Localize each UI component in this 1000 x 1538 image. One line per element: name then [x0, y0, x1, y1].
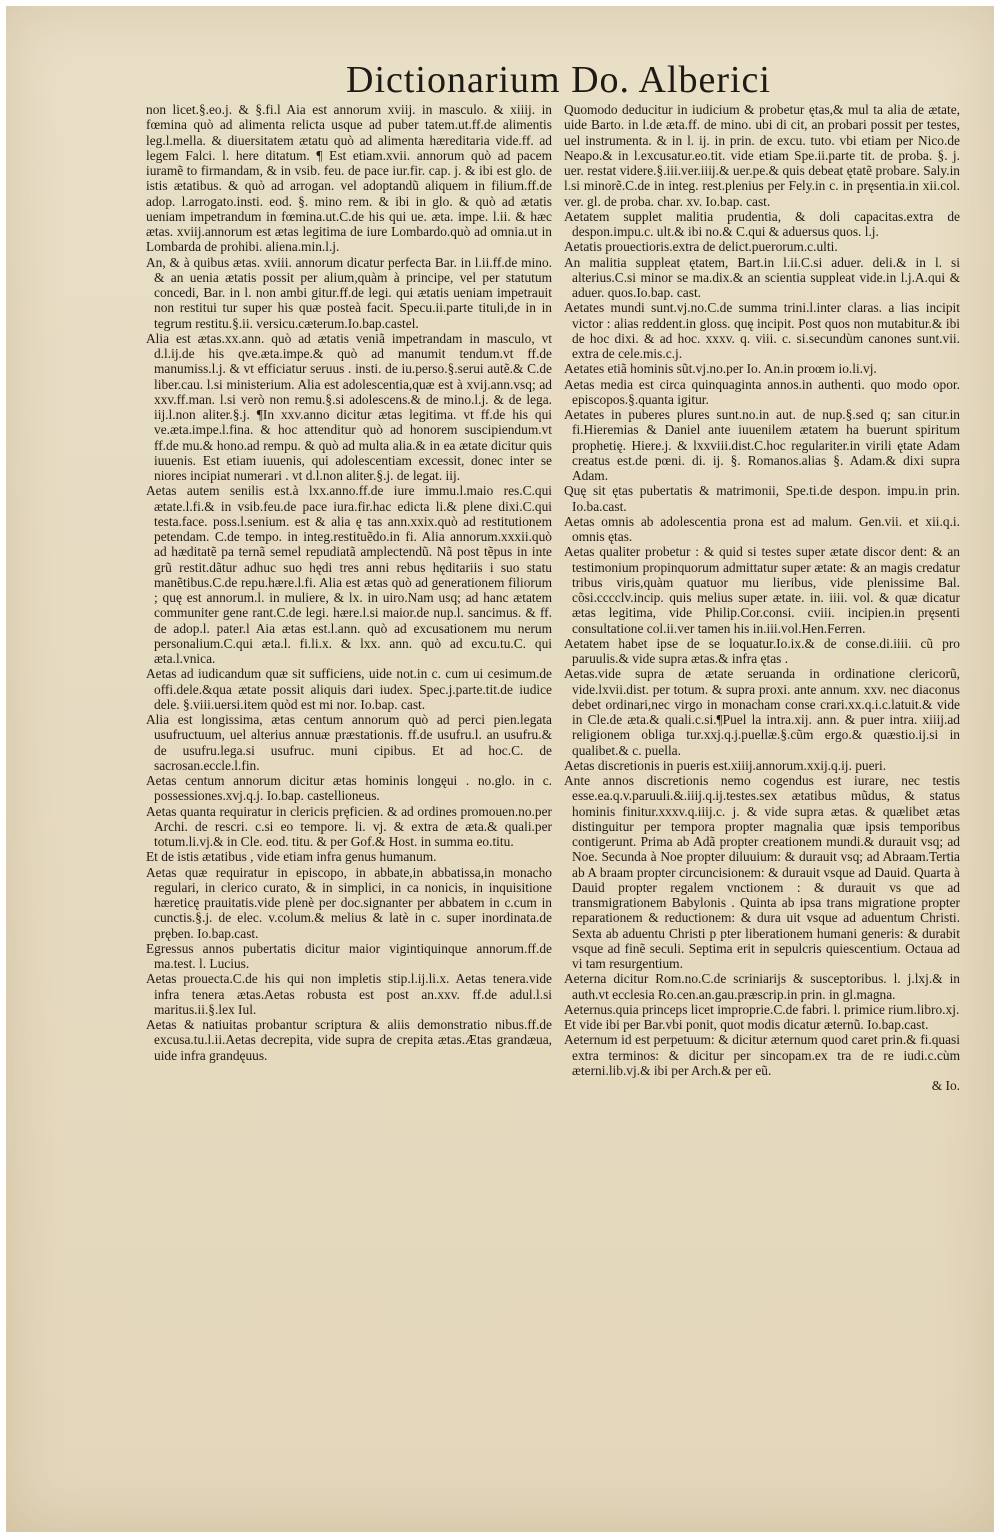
right-column	[564, 102, 960, 1093]
paragraph: Alia est ætas.xx.ann. quò ad ætatis veniã impetrandam in masculo, vt d.l.ij.de his qve.æta.impe.& quò ad manumit tendum.vt ff.de manumiss.l.j. & vt efficiatur seruus . insti. de iu.perso.§.serui autẽ.& C.de liber.cau. l.si ministerium. Alia est adolescentia,quæ est à xvij.ann.vsq; ad xxv.ff.man. l.si verò non remu.§.si adolescens.& de mino.l.j. & de lega. iij.l.non aliter.§.j. ¶In xxv.anno dicitur ætas legitima. vt ff.de his qui ve.æta.impe.l.fina. & hoc attenditur quò ad honorem suscipiendum.vt ff.de mu.& hono.ad rempu. & quò ad multa alia.& in ea ætate dicitur quis iuuenis. Est etiam iuuenis, qui adolescentiam excessit, donec inter se niores incipiat numerari . vt d.l.non aliter.§.j. de legat. iij.	[146, 330, 552, 483]
paragraph: An, & à quibus ætas. xviii. annorum dicatur perfecta Bar. in l.ii.ff.de mino. & an uenia ætatis possit per alium,quàm à principe, vel per statutum concedi, Bar. in l. non ambi gitur.ff.de legi. qui ætatis ueniam impetrauit non restitui tur super his quæ posteà facit. Specu.ii.parte tituli,de in in tegrum restitu.§.ii. versicu.cæterum.Io.bap.castel.	[146, 254, 552, 331]
paragraph: Egressus annos pubertatis dicitur maior vigintiquinque annorum.ff.de ma.test. l. Lucius.	[146, 940, 552, 971]
paragraph: non licet.§.eo.j. & §.fi.l Aia est annorum xviij. in masculo. & xiiij. in fœmina quò ad alimenta relicta usque ad puber tatem.ut.ff.de alimentis leg.l.mella. & diuersitatem ætatu quò ad alimenta hæreditaria vide.ff. ad legem Falci. l. here ditatum. ¶ Est etiam.xvii. annorum quò ad pacem iuramẽ to firmandam, & in vsib. feu. de pace iur.fir. cap. j. & ibi est glo. de istis ætatibus. & quò ad arrogan. vel adoptandũ aliquem in filium.ff.de adop. l.arrogato.insti. eod. §. mino rem. & ibi in glo. & quò ad ætatis ueniam impetrandum in fœmina.ut.C.de his qui ue. æta. impe. l.ii. & hæc ætas. xviij.annorum est ætas legitima de iure Lombardo.quò ad omnia.ut in Lombarda de prohibi. aliena.min.l.j.	[146, 102, 552, 255]
paragraph: Aetas omnis ab adolescentia prona est ad malum. Gen.vii. et xii.q.i. omnis ętas.	[564, 513, 960, 544]
paragraph: Aeternum id est perpetuum: & dicitur æternum quod caret prin.& fi.quasi extra terminos: & dicitur per sincopam.ex tra de re iudi.c.cùm æterni.lib.vj.& ibi per Arch.& per eũ.	[564, 1032, 960, 1078]
paragraph: Aetas media est circa quinquaginta annos.in authenti. quo modo opor. episcopos.§.quanta igitur.	[564, 376, 960, 407]
running-header: Dictionarium Do. Alberici	[346, 59, 771, 101]
paragraph: Aetas centum annorum dicitur ætas hominis longęui . no.glo. in c. possessiones.xvj.q.j. Io.bap. castellioneus.	[146, 773, 552, 804]
paragraph: Aetas quanta requiratur in clericis pręficien. & ad ordines promouen.no.per Archi. de rescri. c.si eo tempore. li. vj. & extra de æta.& quali.per totum.li.vj.& in Cle. eod. titu. & per Gof.& Host. in summa eo.titu.	[146, 803, 552, 849]
paragraph: Aetatem habet ipse de se loquatur.Io.ix.& de conse.di.iiii. cũ pro paruulis.& vide supra ætas.& infra ętas .	[564, 635, 960, 666]
paragraph: Quę sit ętas pubertatis & matrimonii, Spe.ti.de despon. impu.in prin. Io.ba.cast.	[564, 483, 960, 514]
paragraph: Aetatem supplet malitia prudentia, & doli capacitas.extra de despon.impu.c. ult.& ibi no.& C.qui & aduersus quos. l.j.	[564, 208, 960, 239]
paragraph: Alia est longissima, ætas centum annorum quò ad perci pien.legata usufructuum, uel alterius annuæ præstationis. ff.de usufru.l. an usufru.& de usufru.lega.si usufruc. muni cipibus. Et ad hoc.C. de sacrosan.eccle.l.fin.	[146, 712, 552, 773]
paragraph: Aetates mundi sunt.vj.no.C.de summa trini.l.inter claras. a lias incipit victor : alias reddent.in gloss. quę incipit. Post quos non mutabitur.& ibi de hoc dixi. & ad hoc. xxxv. q. viii. c. si.secundùm canones sunt.vii. extra de cele.mis.c.j.	[564, 300, 960, 361]
page-sheet	[6, 6, 994, 1532]
paragraph: Aeternus.quia princeps licet improprie.C.de fabri. l. primice rium.libro.xj.	[564, 1001, 960, 1017]
paragraph: Aetas ad iudicandum quæ sit sufficiens, uide not.in c. cum ui cesimum.de offi.dele.&qua ætate possit aliquis dari iudex. Spec.j.parte.tit.de iudice dele. §.viii.uersi.item quòd est mi nor. Io.bap. cast.	[146, 666, 552, 712]
paragraph: Aetas discretionis in pueris est.xiiij.annorum.xxij.q.ij. pueri.	[564, 757, 887, 773]
paragraph: Ante annos discretionis nemo cogendus est iurare, nec testis esse.ea.q.v.paruuli.&.iiij.q.ij.testes.sex ætatibus mũdus, & status hominis finitur.xxxv.q.iiij.c. j. & vide supra ætas. & quælibet ætas distinguitur per tempora propter magnalia quæ ipsis temporibus contigerunt. Prima ab Adã propter creationem mundi.& durauit vsq; ad Noe. Secunda à Noe propter diluuium: & durauit vsq; ad Abraam.Tertia ab A braam propter circuncisionem: & durauit vsque ad Dauid. Quarta à Dauid propter regalem vnctionem : & durauit vs que ad transmigrationem Babylonis . Quinta ab ipsa trans migratione propter reparationem & reductionem: & dura uit vsque ad aduentum Christi. Sexta ab aduentu Christi p pter liberationem humani generis: & durabit vsque ad finẽ seculi. Septima erit in sepulcris quiescentium. Octaua ad vi tam resurgentium.	[564, 773, 960, 971]
paragraph: & Io.	[931, 1078, 960, 1093]
paragraph: Aetas qualiter probetur : & quid si testes super ætate discor dent: & an testimonium propinquorum admittatur super ætate: & an magis credatur tribus viris,quàm quatuor mu lieribus, vide plenissime Bal. cõsi.cccclv.incip. quis melius super ætate. in. iiii. vol. & quæ dicatur ætas legitima, vide Philip.Cor.consi. cviii. incipien.in pręsenti consultatione col.ii.ver tamen his in.iii.vol.Hen.Ferren.	[564, 544, 960, 636]
paragraph: Et de istis ætatibus , vide etiam infra genus humanum.	[146, 849, 437, 865]
paragraph: Et vide ibi per Bar.vbi ponit, quot modis dicatur æternũ. Io.bap.cast.	[564, 1017, 929, 1032]
paragraph: Aeterna dicitur Rom.no.C.de scriniarijs & susceptoribus. l. j.lxj.& in auth.vt ecclesia Ro.cen.an.gau.præscrip.in prin. in gl.magna.	[564, 971, 960, 1002]
paragraph: An malitia suppleat ętatem, Bart.in l.ii.C.si aduer. deli.& in l. si alterius.C.si minor se ma.dix.& an scientia suppleat vide.in l.j.A.qui & aduer. quos.Io.bap. cast.	[564, 254, 960, 300]
paragraph: Aetates in puberes plures sunt.no.in aut. de nup.§.sed q; san citur.in fi.Hieremias & Daniel ante iuuenilem ætatem ha buerunt spiritum prophetię. Hiere.j. & lxxviii.dist.C.hoc regulariter.in virili ętate Adam creatus est.de pœni. di. ij. §. Romanos.alias §. Adam.& dixi supra Adam.	[564, 407, 960, 483]
paragraph: Aetates etiã hominis sũt.vj.no.per Io. An.in proœm io.li.vj.	[564, 361, 877, 377]
paragraph: Aetatis prouectioris.extra de delict.puerorum.c.ulti.	[564, 239, 838, 255]
paragraph: Aetas prouecta.C.de his qui non impletis stip.l.ij.li.x. Aetas tenera.vide infra tenera ætas.Aetas robusta est post an.xxv. ff.de adul.l.si maritus.ii.§.lex Iul.	[146, 971, 552, 1017]
paragraph: Aetas.vide supra de ætate seruanda in ordinatione clericorũ, vide.lxvii.dist. per totum. & supra proxi. ante annum. xxv. nec diaconus debet ordinari,nec virgo in monacham conse crari.xx.q.i.c.latuit.& vide in Cle.de æta.& quali.c.si.¶Puel la intra.xij. ann. & puer intra. xiiij.ad religionem obliga tur.xxj.q.j.puellæ.§.cũm ergo.& quæstio.ij.si in qualibet.& c. puella.	[564, 666, 960, 758]
paragraph: Aetas autem senilis est.à lxx.anno.ff.de iure immu.l.maio res.C.qui ætate.l.fi.& in vsib.feu.de pace iura.fir.hac edicta li.& plene dixi.C.qui testa.face. poss.l.senium. est & alia ę tas ann.xxix.quò ad restitutionem petendam. C.de tempo. in integ.restituẽdo.in fi. Alia annorum.xxxii.quò ad hæditatẽ pa ternã semel repudiatã amplectendũ. Nã post tẽpus in inte grũ restit.dãtur adhuc suo hędi tres anni rebus hęditariis i suo statu manẽtibus.C.de repu.hære.l.fi. Alia est ætas quò ad generationem filiorum ; quę est annorum.l. in muliere, & lx. in uiro.Nam usq; ad hanc ætatem communiter gene rant.C.de legi. hære.l.si maior.de nup.l. sancimus. & ff. de adop.l. pater.l Aia ætas est.l.ann. quò ad excusationem mu nerum personalium.C.qui æta.l. fi.li.x. & lxx. ann. quò ad excu.tu.C. qui æta.l.vnica.	[146, 483, 552, 666]
paragraph: Quomodo deducitur in iudicium & probetur ętas,& mul ta alia de ætate, uide Barto. in l.de æta.ff. de mino. ubi di cit, an probari possit per testes, uel instrumenta. & in l. ij. in prin. de excu. tuto. vbi etiam per Nico.de Neapo.& in l.excusatur.eo.tit. vide etiam Spe.ii.parte tit. de proba. §. j. uer. restat videre.§.iii.ver.iiij.& uer.pe.& quis debeat ętatẽ probare. Saly.in l.si minorẽ.C.de in integ. rest.plenius per Fely.in c. in pręsentia.in xii.col. ver. gl. de proba. char. xv. Io.bap. cast.	[564, 102, 960, 209]
left-column	[146, 102, 552, 1063]
paragraph: Aetas quæ requiratur in episcopo, in abbate,in abbatissa,in monacho regulari, in clerico curato, & in simplici, in ca nonicis, in inquisitione hæreticę prauitatis.vide plenè per doc.signanter per abbatem in c.cum in cunctis.§.j. de elec. v.colum.& melius & latè in c. super inordinata.de pręben. Io.bap.cast.	[146, 864, 552, 941]
paragraph: Aetas & natiuitas probantur scriptura & aliis demonstratio nibus.ff.de excusa.tu.l.ii.Aetas decrepita, vide supra de crepita ætas.Ætas grandæua, uide infra grandęuus.	[146, 1017, 552, 1063]
